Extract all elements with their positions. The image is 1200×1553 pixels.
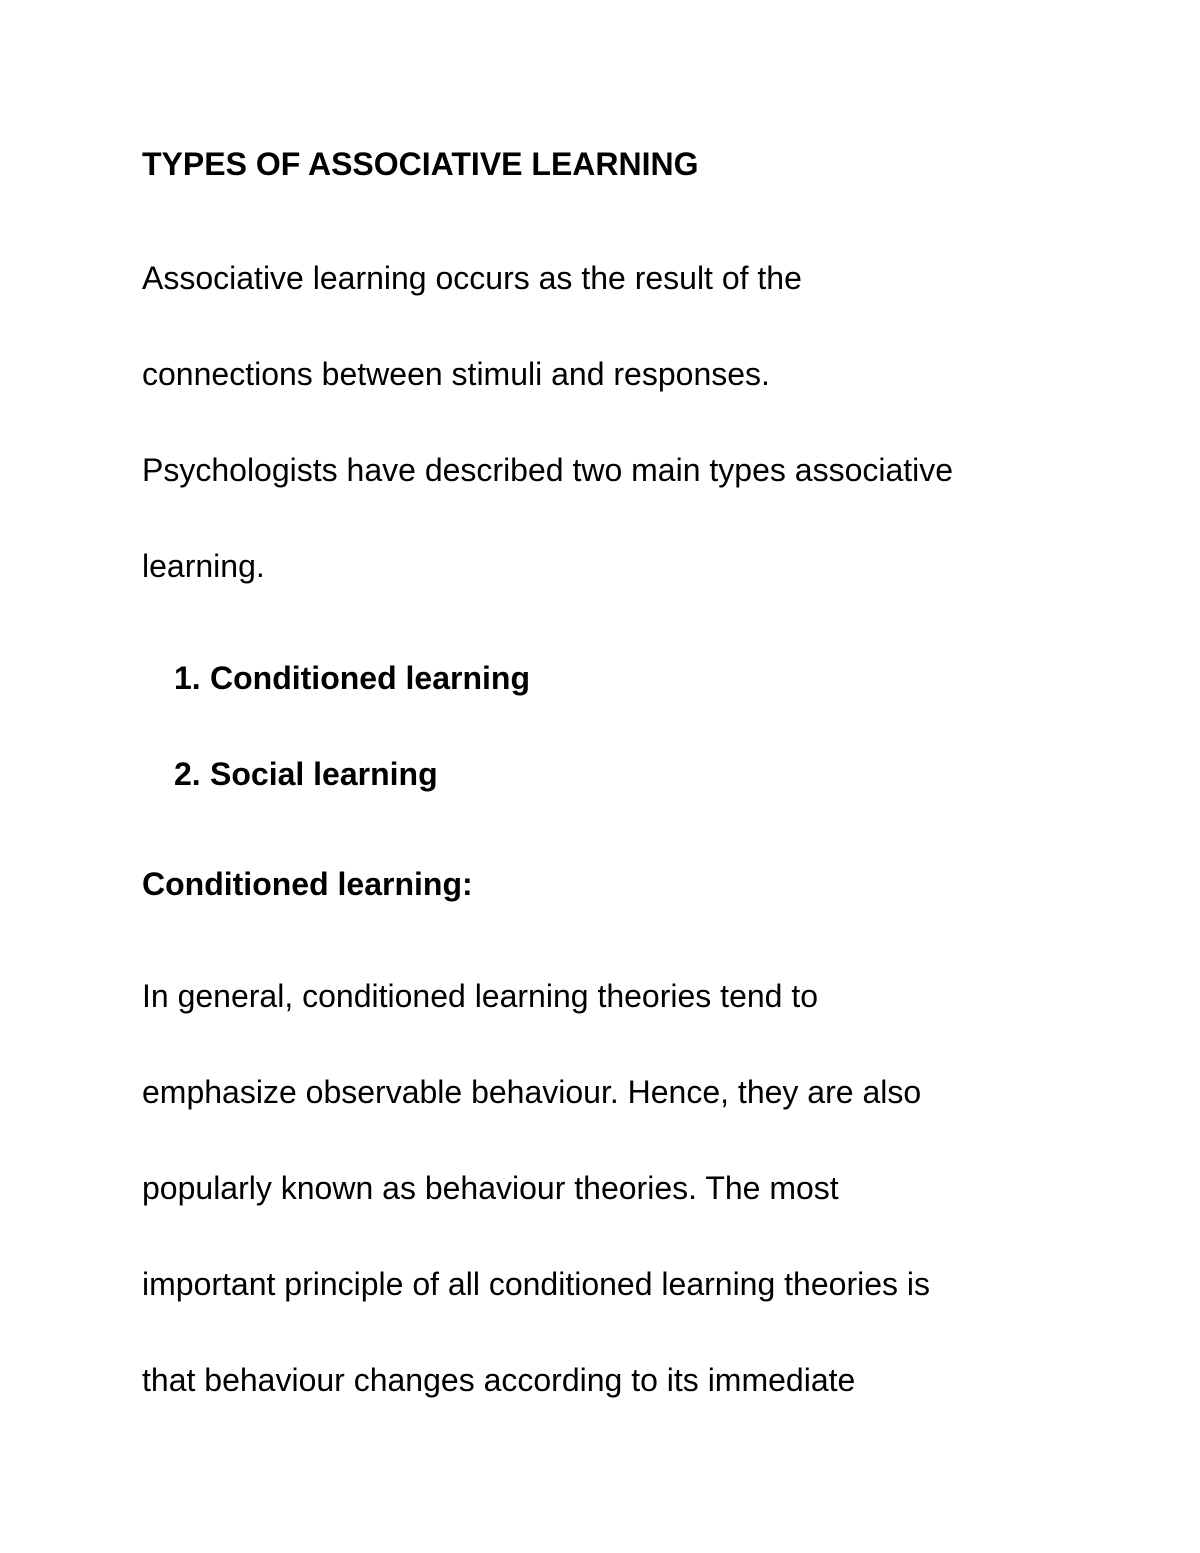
- body-line: important principle of all conditioned learning theories is: [142, 1266, 930, 1302]
- intro-line: learning.: [142, 548, 265, 584]
- body-line: emphasize observable behaviour. Hence, they are also: [142, 1074, 922, 1110]
- page-title: TYPES OF ASSOCIATIVE LEARNING: [142, 146, 699, 182]
- list-number: 2.: [174, 756, 201, 792]
- body-line: that behaviour changes according to its immediate: [142, 1362, 856, 1398]
- intro-line: Associative learning occurs as the result of the: [142, 260, 802, 296]
- list-label: Social learning: [210, 756, 438, 792]
- intro-line: connections between stimuli and responses.: [142, 356, 770, 392]
- intro-line: Psychologists have described two main types associative: [142, 452, 954, 488]
- list-number: 1.: [174, 660, 201, 696]
- section-heading: Conditioned learning:: [142, 866, 473, 902]
- body-line: In general, conditioned learning theories tend to: [142, 978, 819, 1014]
- list-label: Conditioned learning: [210, 660, 530, 696]
- list-item-social-learning: [174, 754, 438, 794]
- list-item-conditioned-learning: [174, 658, 530, 698]
- body-line: popularly known as behaviour theories. The most: [142, 1170, 839, 1206]
